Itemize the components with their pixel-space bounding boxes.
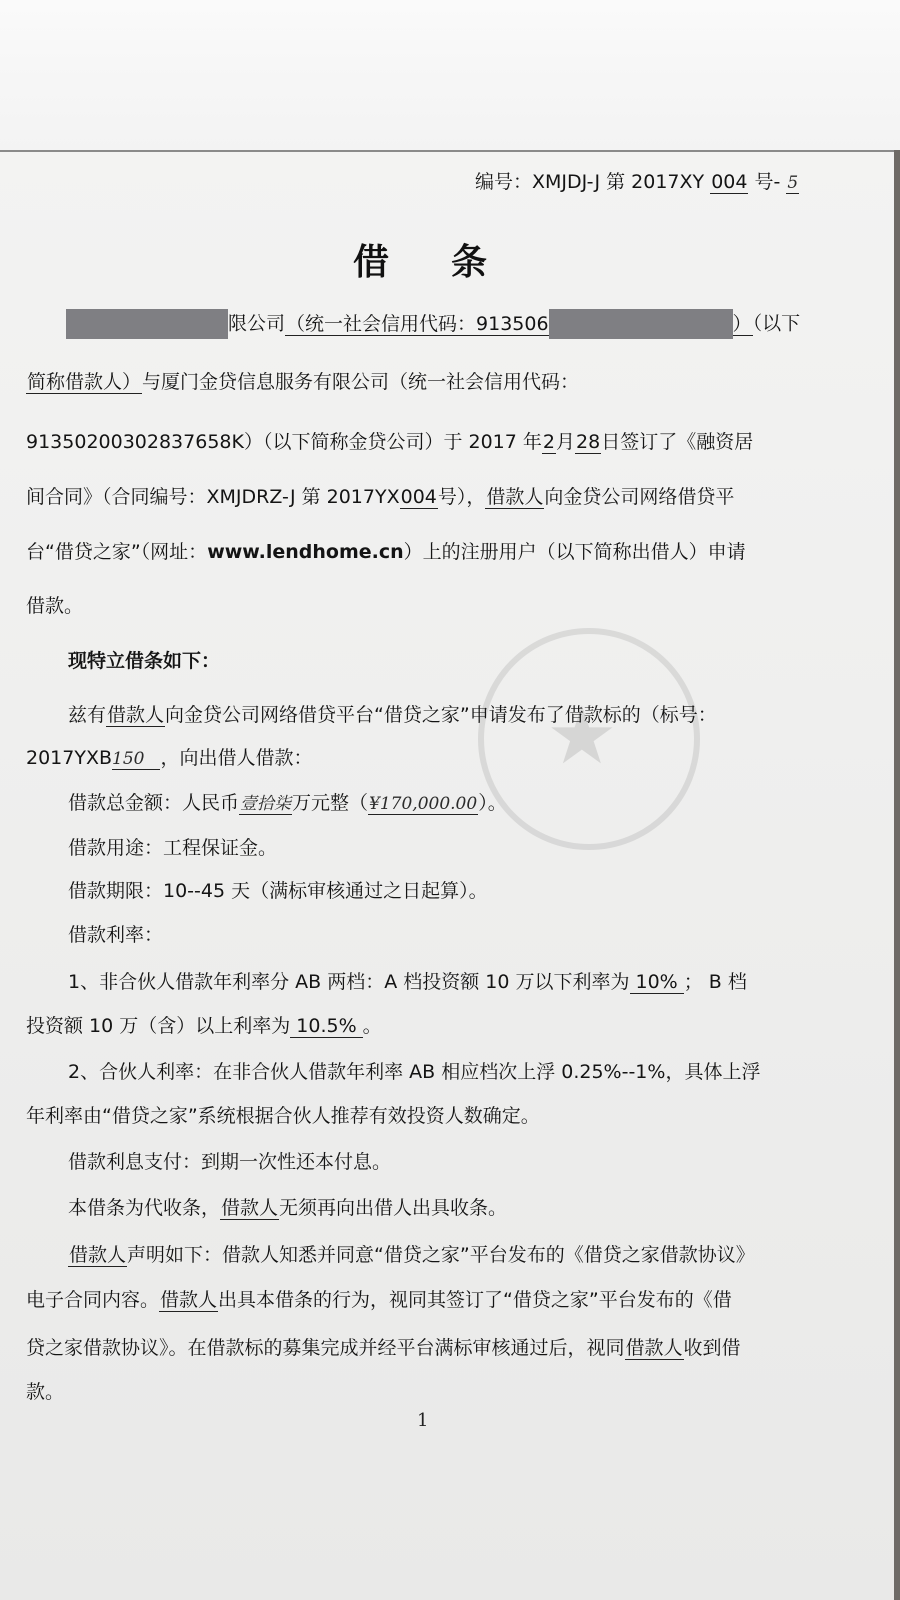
rate-heading: 借款利率： [68, 924, 164, 946]
para1-line3: 91350200302837658K）（以下简称金贷公司）于 2017 年2月28日签订了《融资居 [26, 431, 754, 453]
company-seal [478, 628, 700, 850]
rate-b-value: 10.5% [290, 1015, 362, 1038]
para1-line4: 间合同》（合同编号：XMJDRZ-J 第 2017YX004号），借款人向金贷公司网络借贷平 [26, 486, 735, 508]
page-edge-shadow [894, 150, 900, 1600]
amount-written-handwritten: 壹拾柒 [240, 794, 292, 814]
doc-number-prefix: 编号：XMJDJ-J 第 2017XY [475, 171, 705, 193]
loan-amount: 借款总金额：人民币壹拾柒万元整（¥170,000.00）。 [68, 792, 507, 814]
rate1-line1: 1、非合伙人借款年利率分 AB 两档：A 档投资额 10 万以下利率为 10% ； B 档 [68, 971, 747, 993]
para1-line6: 借款。 [26, 595, 84, 617]
para2-line2: 2017YXB150 ，向出借人借款： [26, 747, 313, 769]
redacted-company-name [66, 309, 228, 339]
doc-number-handwritten: 5 [787, 173, 799, 193]
receipt-note: 本借条为代收条，借款人无须再向出借人出具收条。 [68, 1197, 508, 1219]
declaration-line2: 电子合同内容。借款人出具本借条的行为，视同其签订了“借贷之家”平台发布的《借 [26, 1289, 732, 1311]
seal-star-icon: ★ [546, 689, 618, 782]
para1-line2: 简称借款人）与厦门金贷信息服务有限公司（统一社会信用代码： [27, 371, 580, 393]
bid-number-handwritten: 150 [112, 749, 160, 770]
declaration-line3: 贷之家借款协议》。在借款标的募集完成并经平台满标审核通过后，视同借款人收到借 [26, 1337, 741, 1359]
loan-purpose: 借款用途：工程保证金。 [68, 837, 278, 859]
page-number: 1 [417, 1410, 429, 1431]
page-title: 借条 [353, 242, 550, 283]
doc-number-suffix: 号- [754, 171, 781, 193]
paper-fold [0, 0, 900, 152]
document-number [475, 170, 799, 195]
rate2-line1: 2、合伙人利率：在非合伙人借款年利率 AB 相应档次上浮 0.25%--1%，具体上浮 [68, 1061, 761, 1083]
loan-term: 借款期限：10--45 天（满标审核通过之日起算）。 [68, 880, 488, 902]
redacted-credit-code [549, 309, 733, 339]
amount-figure-handwritten: ¥170,000.00 [369, 794, 478, 814]
interest-payment: 借款利息支付：到期一次性还本付息。 [68, 1151, 392, 1173]
para1-line1: 限公司（统一社会信用代码：913506 ）（以下 [66, 309, 800, 339]
section-heading: 现特立借条如下： [68, 650, 221, 672]
rate1-line2: 投资额 10 万（含）以上利率为 10.5% 。 [26, 1015, 382, 1037]
para2-line1: 兹有借款人向金贷公司网络借贷平台“借贷之家”申请发布了借款标的（标号： [68, 704, 717, 726]
declaration-line1: 借款人声明如下：借款人知悉并同意“借贷之家”平台发布的《借贷之家借款协议》 [69, 1244, 755, 1266]
rate-a-value: 10% [630, 971, 684, 994]
para1-line5: 台“借贷之家”（网址：www.lendhome.cn）上的注册用户（以下简称出借人）申请 [26, 541, 746, 563]
website-link: www.lendhome.cn [207, 541, 404, 563]
declaration-line4: 款。 [26, 1381, 65, 1403]
doc-number-value: 004 [711, 171, 748, 193]
rate2-line2: 年利率由“借贷之家”系统根据合伙人推荐有效投资人数确定。 [26, 1105, 540, 1127]
